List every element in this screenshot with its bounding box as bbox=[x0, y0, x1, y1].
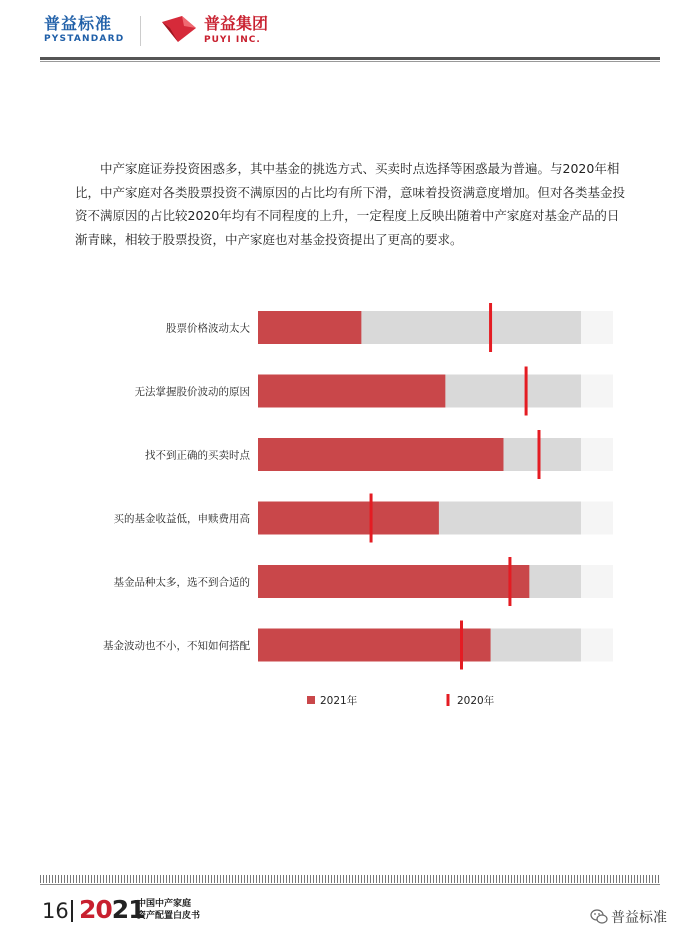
page-number: 16 bbox=[42, 899, 69, 923]
category-label: 股票价格波动太大 bbox=[166, 322, 250, 335]
intro-paragraph: 中产家庭证券投资困惑多，其中基金的挑选方式、买卖时点选择等困惑最为普遍。与2020年相比，中产家庭对各类股票投资不满原因的占比均有所下滑，意味着投资满意度增加。但对各类基金投资不满原因的占比较2020年均有不同程度的上升，一定程度上反映出随着中产家庭对基金产品的日渐青睐，相较于股票投资，中产家庭也对基金投资提出了更高的要求。 bbox=[75, 161, 626, 247]
report-title bbox=[137, 898, 200, 922]
report-year-part1: 20 bbox=[79, 895, 112, 924]
bar-background-extension bbox=[581, 502, 613, 535]
brand2-cn-text: 普益集团 bbox=[204, 14, 269, 33]
report-title-line1: 中国中产家庭 bbox=[137, 899, 192, 909]
category-label: 基金波动也不小，不知如何搭配 bbox=[103, 640, 250, 652]
bar-2021 bbox=[258, 311, 361, 344]
report-title-line2: 资产配置白皮书 bbox=[137, 911, 201, 921]
brand1-cn-text: 普益标准 bbox=[44, 14, 113, 33]
bar-background-extension bbox=[581, 629, 613, 662]
bar-2021 bbox=[258, 438, 503, 471]
bar-2021 bbox=[258, 502, 439, 535]
legend-label-2020: 2020年 bbox=[457, 695, 495, 707]
report-year bbox=[79, 895, 145, 925]
wechat-icon bbox=[590, 909, 608, 925]
footer-rule bbox=[40, 884, 660, 885]
puyi-logo-icon bbox=[160, 14, 198, 44]
bar-background-extension bbox=[581, 565, 613, 598]
page-number-divider bbox=[71, 900, 73, 922]
legend-label-2021: 2021年 bbox=[320, 695, 358, 707]
brand1-en-text: PYSTANDARD bbox=[44, 34, 125, 44]
brand2-en-text: PUYI INC. bbox=[204, 35, 261, 45]
wechat-account-name: 普益标准 bbox=[611, 910, 667, 926]
page-header bbox=[0, 0, 700, 62]
pystandard-logo bbox=[44, 14, 124, 45]
bar-background-extension bbox=[581, 311, 613, 344]
category-label: 找不到正确的买卖时点 bbox=[145, 449, 250, 462]
category-label: 买的基金收益低，申赎费用高 bbox=[113, 513, 250, 525]
footer-hatch-rule bbox=[40, 875, 660, 883]
header-rule-thin bbox=[40, 61, 660, 62]
report-year-part2: 21 bbox=[111, 895, 145, 924]
header-rule-thick bbox=[40, 57, 660, 60]
bar-2021 bbox=[258, 629, 491, 662]
legend-swatch-2021 bbox=[307, 696, 315, 704]
category-label: 无法掌握股价波动的原因 bbox=[134, 386, 250, 398]
bar-chart bbox=[0, 290, 700, 730]
bar-2021 bbox=[258, 565, 529, 598]
bar-background-extension bbox=[581, 375, 613, 408]
header-divider bbox=[140, 16, 141, 46]
category-label: 基金品种太多，选不到合适的 bbox=[113, 576, 250, 589]
bar-background-extension bbox=[581, 438, 613, 471]
bar-2021 bbox=[258, 375, 445, 408]
